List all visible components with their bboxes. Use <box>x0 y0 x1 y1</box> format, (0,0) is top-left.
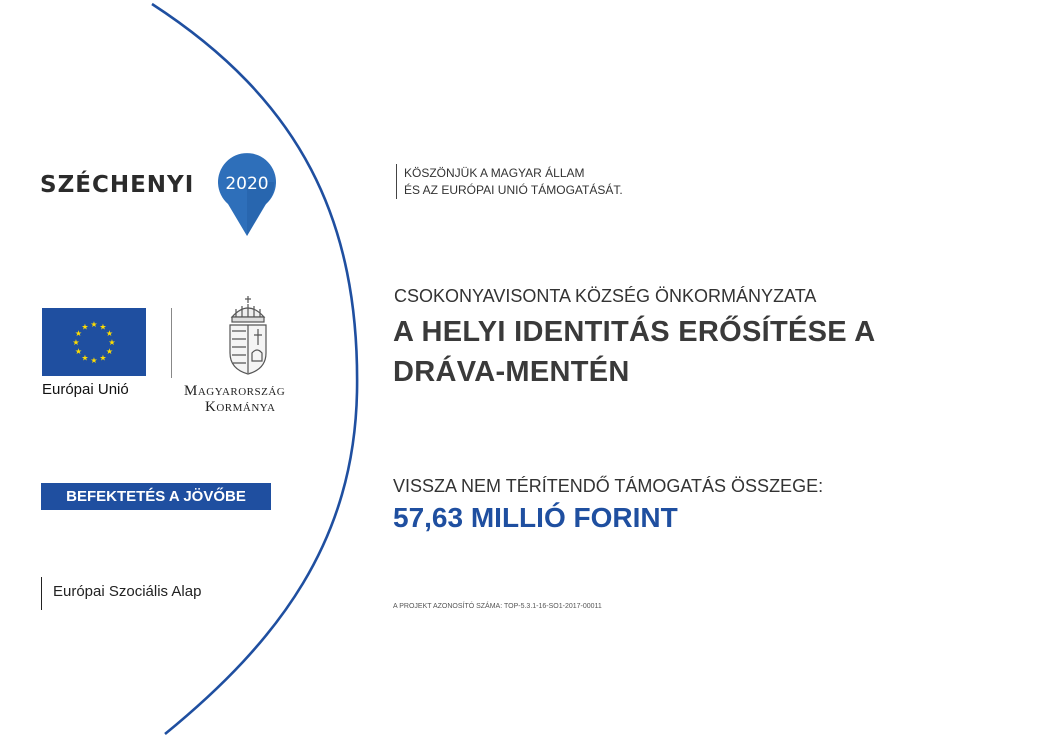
fund-divider <box>41 577 42 610</box>
eu-label: Európai Unió <box>42 381 129 398</box>
svg-text:★: ★ <box>72 338 80 347</box>
government-label-line1: Magyarország <box>184 383 286 399</box>
svg-text:★: ★ <box>90 356 98 365</box>
szechenyi-pin-icon <box>216 152 278 238</box>
grant-amount-label: VISSZA NEM TÉRÍTENDŐ TÁMOGATÁS ÖSSZEGE: <box>393 476 824 496</box>
svg-text:★: ★ <box>105 329 114 338</box>
invest-in-future-badge: BEFEKTETÉS A JÖVŐBE <box>41 483 271 510</box>
logo-divider <box>171 308 172 378</box>
szechenyi-2020-logo <box>40 152 280 238</box>
szechenyi-year: 2020 <box>225 174 269 194</box>
project-title-line1: A HELYI IDENTITÁS ERŐSÍTÉSE A <box>393 316 876 348</box>
grant-amount-value: 57,63 MILLIÓ FORINT <box>393 502 678 533</box>
project-id: A PROJEKT AZONOSÍTÓ SZÁMA: TOP-5.3.1-16-SO1-2017-00011 <box>393 603 602 610</box>
szechenyi-wordmark: SZÉCHENYI <box>40 172 195 198</box>
beneficiary-name: CSOKONYAVISONTA KÖZSÉG ÖNKORMÁNYZATA <box>394 286 817 306</box>
thanks-line-2: ÉS AZ EURÓPAI UNIÓ TÁMOGATÁSÁT. <box>404 183 623 197</box>
svg-text:★: ★ <box>105 347 114 356</box>
svg-text:★: ★ <box>81 353 89 363</box>
svg-text:★: ★ <box>74 329 83 338</box>
thanks-line-1: KÖSZÖNJÜK A MAGYAR ÁLLAM <box>404 166 585 180</box>
svg-text:★: ★ <box>74 347 83 356</box>
svg-text:★: ★ <box>108 338 116 347</box>
svg-text:★: ★ <box>99 353 107 363</box>
coat-of-arms-icon <box>222 295 274 375</box>
eu-flag-icon <box>42 308 146 376</box>
fund-label: Európai Szociális Alap <box>53 583 202 600</box>
svg-text:★: ★ <box>99 322 107 332</box>
svg-text:★: ★ <box>90 320 98 329</box>
svg-text:★: ★ <box>81 322 89 332</box>
thanks-divider <box>396 164 397 199</box>
project-title-line2: DRÁVA-MENTÉN <box>393 356 630 388</box>
government-label-line2: Kormánya <box>205 399 276 415</box>
